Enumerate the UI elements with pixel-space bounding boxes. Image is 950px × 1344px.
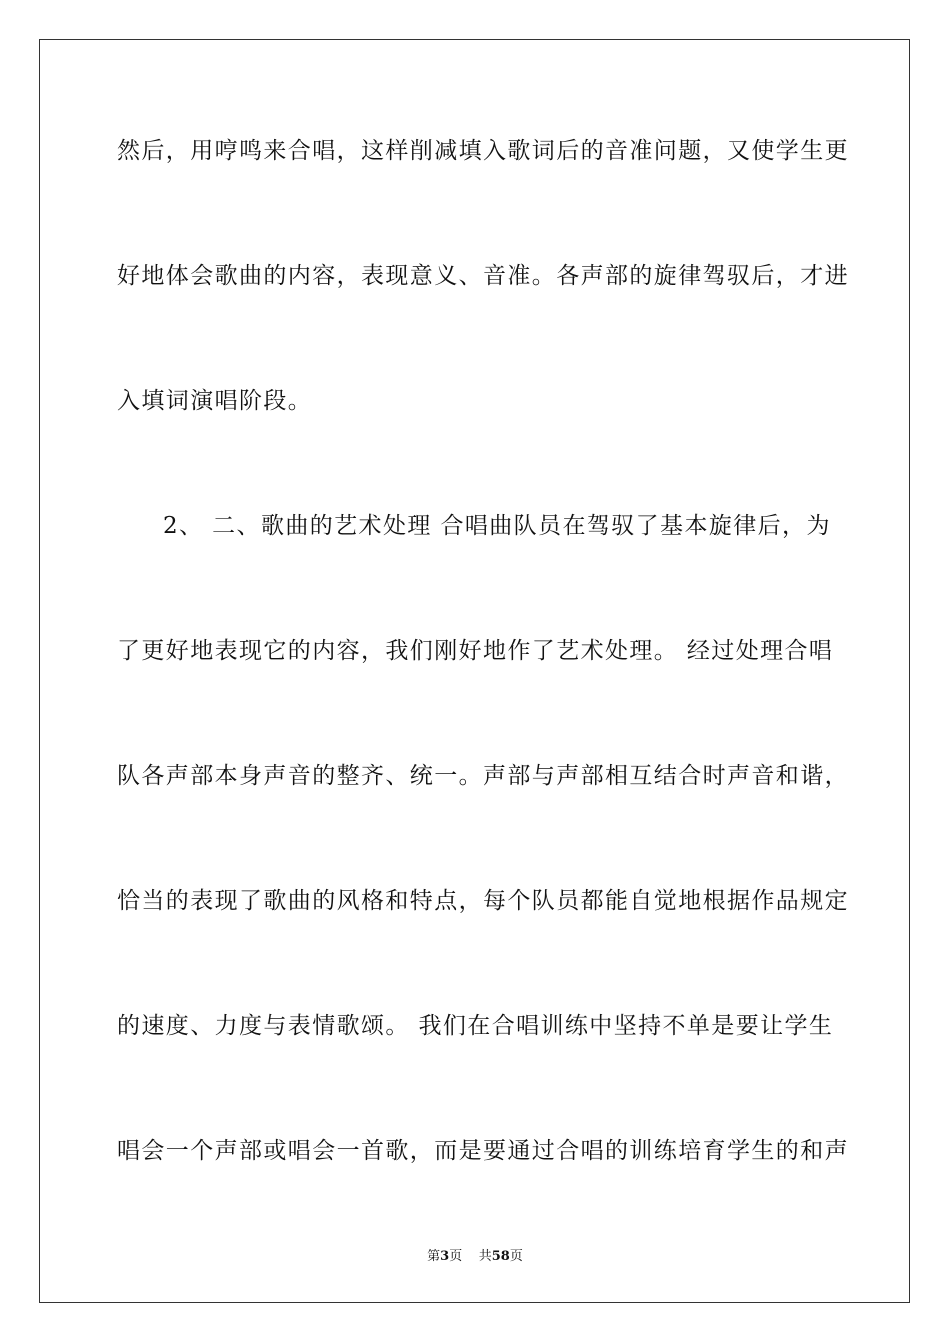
total-prefix: 共	[478, 1249, 492, 1264]
body-line-6: 队各声部本身声音的整齐、统一。声部与声部相互结合时声音和谐，	[117, 763, 849, 789]
page-number: 3	[440, 1249, 450, 1264]
page-border	[39, 39, 910, 1303]
body-line-2: 好地体会歌曲的内容，表现意义、音准。各声部的旋律驾驭后，才进	[117, 263, 849, 289]
body-line-4: 2、 二、歌曲的艺术处理 合唱曲队员在驾驭了基本旋律后，为	[163, 513, 831, 539]
body-line-1: 然后，用哼鸣来合唱，这样削减填入歌词后的音准问题，又使学生更	[117, 138, 849, 164]
body-line-3: 入填词演唱阶段。	[117, 388, 313, 414]
body-line-7: 恰当的表现了歌曲的风格和特点，每个队员都能自觉地根据作品规定	[117, 888, 849, 914]
page-prefix: 第	[427, 1249, 441, 1264]
page-suffix: 页	[449, 1249, 463, 1264]
body-line-5: 了更好地表现它的内容，我们刚好地作了艺术处理。 经过处理合唱	[117, 638, 834, 664]
body-line-8: 的速度、力度与表情歌颂。 我们在合唱训练中坚持不单是要让学生	[117, 1013, 834, 1039]
body-line-9: 唱会一个声部或唱会一首歌，而是要通过合唱的训练培育学生的和声	[117, 1138, 849, 1164]
total-pages: 58	[491, 1249, 510, 1264]
page-footer	[0, 1248, 950, 1266]
total-suffix: 页	[509, 1249, 523, 1264]
